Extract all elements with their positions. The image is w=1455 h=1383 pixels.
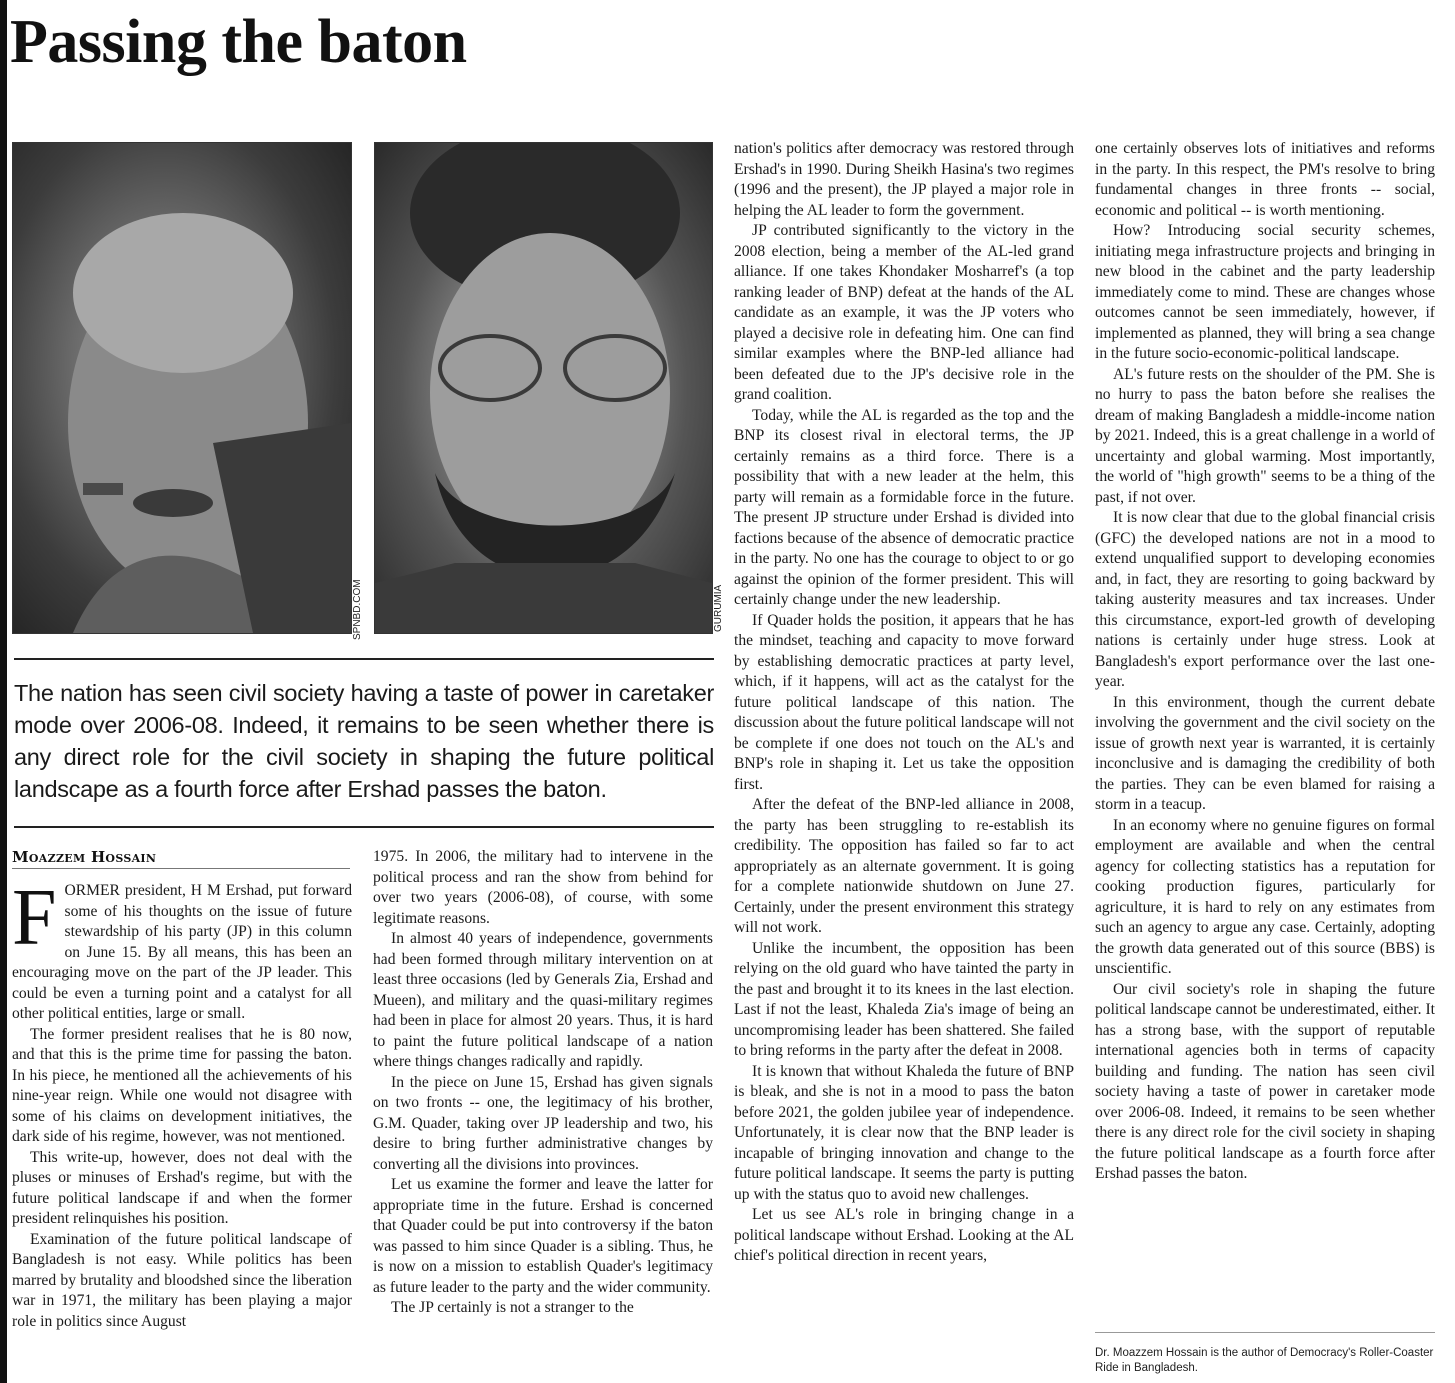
paragraph: 1975. In 2006, the military had to intervene in the political process and ran the show from behind for over two years (2006-08), of course, with some legitimate reasons. bbox=[373, 848, 713, 927]
paragraph: Today, while the AL is regarded as the top and the BNP its closest rival in electoral terms, the JP certainly remains as a third force. There is a possibility that with a new leader at the helm, this party will remain as a formidable force in the future. The present JP structure under Ershad is divided into factions because of the absence of democratic practice in the party. No one has the courage to object to or go against the opinion of the former president. This will certainly change under the new leadership. bbox=[734, 406, 1074, 608]
paragraph: In an economy where no genuine figures on formal employment are available and when the central agency for collecting statistics has a reputation for cooking production figures, particularly for agriculture, it is hard to rely on any estimates from such an agency to argue any case. Certainly, adopting the growth data generated out of this source (BBS) is unscientific. bbox=[1095, 816, 1435, 977]
paragraph: In this environment, though the current debate involving the government and the civil society on the issue of growth next year is warranted, it is certainly inconclusive and is damaging the credibility of both the parties. They can be even blamed for raising a storm in a teacup. bbox=[1095, 693, 1435, 813]
paragraph: FORMER president, H M Ershad, put forward some of his thoughts on the issue of future stewardship of his party (JP) in this column on June 15. By all means, this has been an encouraging move on the part of the JP leader. This could be even a turning point and a catalyst for all other political entities, large or small. bbox=[12, 874, 352, 1022]
article-column-2 bbox=[373, 847, 713, 1319]
pullquote-rule-top bbox=[14, 658, 714, 660]
author-note-rule bbox=[1095, 1332, 1435, 1333]
article-column-4 bbox=[1095, 139, 1435, 1185]
photo-quader bbox=[374, 142, 713, 634]
article-column-1 bbox=[12, 874, 352, 1332]
byline: Moazzem Hossain bbox=[12, 848, 350, 869]
author-note: Dr. Moazzem Hossain is the author of Democracy's Roller-Coaster Ride in Bangladesh. bbox=[1095, 1347, 1434, 1374]
portrait-silhouette-icon bbox=[13, 143, 351, 633]
photo-credit-right: GURUMIA bbox=[713, 584, 724, 632]
pullquote-rule-bottom bbox=[14, 826, 714, 828]
paragraph: In the piece on June 15, Ershad has given signals on two fronts -- one, the legitimacy of his brother, G.M. Quader, taking over JP leadership and two, his desire to bring further administrative changes by converting all the divisions into provinces. bbox=[373, 1073, 713, 1173]
paragraph: The JP certainly is not a stranger to the bbox=[391, 1299, 634, 1316]
pull-quote: The nation has seen civil society having a taste of power in caretaker mode over 2006-08. Indeed, it remains to be seen whether there is any direct role for the civil society in shaping the future political landscape as a fourth force after Ershad passes the baton. bbox=[14, 680, 714, 802]
paragraph: After the defeat of the BNP-led alliance in 2008, the party has been struggling to re-establish its credibility. The opposition has failed so far to act appropriately as an alternate government. It is going for a complete nationwide shutdown on June 27. Certainly, under the present environment this strategy will not work. bbox=[734, 796, 1074, 936]
left-margin-bar bbox=[0, 0, 7, 1383]
photo-credit-left: SPNBD.COM bbox=[352, 579, 363, 640]
paragraph: The former president realises that he is 80 now, and that this is the prime time for passing the baton. In his piece, he mentioned all the achievements of his nine-year reign. While one would not disagree with some of his claims on development initiatives, the dark side of his regime, however, was not mentioned. bbox=[12, 1025, 352, 1145]
paragraph: How? Introducing social security schemes, initiating mega infrastructure projects and bringing in new blood in the cabinet and the party leadership immediately come to mind. These are changes whose outcomes cannot be seen immediately, however, if implemented as planned, they will bring a sea change in the future socio-economic-political landscape. bbox=[1095, 222, 1435, 362]
paragraph: Let us examine the former and leave the latter for appropriate time in the future. Ershad is concerned that Quader could be put into controversy if the baton was passed to him since Quader is a sibling. Thus, he is now on a mission to establish Quader's legitimacy as future leader to the party and the wider community. bbox=[373, 1176, 713, 1296]
paragraph: Examination of the future political landscape of Bangladesh is not easy. While politics has been marred by brutality and bloodshed since the liberation war in 1971, the military has been playing a major role in politics since August bbox=[12, 1230, 352, 1330]
paragraph: nation's politics after democracy was restored through Ershad's in 1990. During Sheikh Hasina's two regimes (1996 and the present), the JP played a major role in helping the AL leader to form the government. bbox=[734, 140, 1074, 219]
paragraph: In almost 40 years of independence, governments had been formed through military intervention on at least three occasions (led by Generals Zia, Ershad and Mueen), and military and the quasi-military regimes had been in place for almost 20 years. Thus, it is hard to paint the future political landscape of a nation where things changes radically and rapidly. bbox=[373, 930, 713, 1070]
paragraph: It is known that without Khaleda the future of BNP is bleak, and she is not in a mood to pass the baton before 2021, the golden jubilee year of independence. Unfortunately, it is clear now that the BNP leader is incapable of bringing innovation and change to the future political landscape. It seems the party is putting up with the status quo to avoid new challenges. bbox=[734, 1062, 1074, 1203]
paragraph: AL's future rests on the shoulder of the PM. She is no hurry to pass the baton before she realises the dream of making Bangladesh a middle-income nation by 2021. Indeed, this is a great challenge in a world of uncertainty and global warming. Most importantly, the world of "high growth" seems to be a thing of the past, if not over. bbox=[1095, 365, 1435, 506]
paragraph: one certainly observes lots of initiatives and reforms in the party. In this respect, the PM's resolve to bring fundamental changes in three fronts -- social, economic and political -- is worth mentioning. bbox=[1095, 140, 1435, 219]
paragraph: JP contributed significantly to the victory in the 2008 election, being a member of the AL-led grand alliance. If one takes Khondaker Mosharref's (a top ranking leader of BNP) defeat at the hands of the AL candidate as an example, it was the JP voters who played a decisive role in defeating him. One can find similar examples where the BNP-led alliance had been defeated due to the JP's decisive role in the grand coalition. bbox=[734, 222, 1074, 403]
headline: Passing the baton bbox=[10, 8, 467, 76]
photo-ershad bbox=[12, 142, 352, 634]
article-column-3 bbox=[734, 139, 1074, 1267]
paragraph: Unlike the incumbent, the opposition has been relying on the old guard who have tainted the party in the past and brought it to its knees in the last election. Last if not the least, Khaleda Zia's image of being an uncompromising leader has been shattered. She failed to bring reforms in the party after the defeat in 2008. bbox=[734, 939, 1074, 1059]
paragraph: This write-up, however, does not deal with the pluses or minuses of Ershad's regime, but with the future political landscape if and when the former president relinquishes his position. bbox=[12, 1148, 352, 1227]
portrait-silhouette-icon bbox=[375, 143, 712, 633]
drop-cap: F bbox=[12, 874, 57, 962]
paragraph: Let us see AL's role in bringing change in a political landscape without Ershad. Looking at the AL chief's political direction in recent years, bbox=[734, 1206, 1074, 1264]
paragraph: It is now clear that due to the global financial crisis (GFC) the developed nations are not in a mood to extend unqualified support to developing economies and, in fact, they are resorting to going backward by taking austerity measures and tax increases. Under this circumstance, export-led growth of developing nations is certainly under huge stress. Look at Bangladesh's export performance over the last one-year. bbox=[1095, 509, 1435, 690]
paragraph: Our civil society's role in shaping the future political landscape cannot be underestimated, either. It has a strong base, with the support of reputable international agencies both in terms of capacity building and funding. The nation has seen civil society having a taste of power in caretaker mode over 2006-08. Indeed, it remains to be seen whether there is any direct role for the civil society in shaping the future political landscape as a fourth force after Ershad passes the baton. bbox=[1095, 980, 1435, 1182]
paragraph: If Quader holds the position, it appears that he has the mindset, teaching and capacity to move forward by establishing democratic practices at party level, which, if it happens, will act as the catalyst for the future political landscape of this nation. The discussion about the future political landscape will not be complete if one does not touch on the AL's and BNP's role in shaping it. Let us take the opposition first. bbox=[734, 611, 1074, 793]
